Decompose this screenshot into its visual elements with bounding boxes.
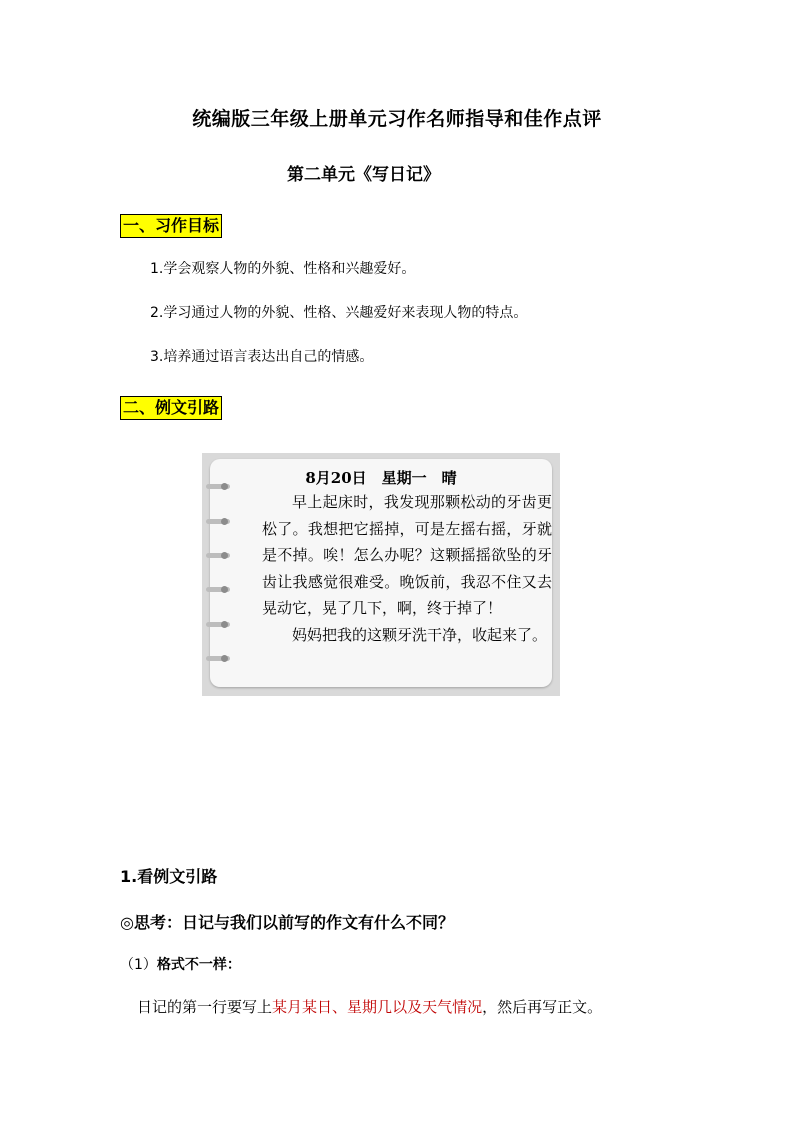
binder-ring-icon [206,656,230,661]
part-heading: 1.看例文引路 [120,867,218,886]
diary-paragraph: 早上起床时，我发现那颗松动的牙齿更松了。我想把它摇掉，可是左摇右摇，牙就是不掉。唉！怎么办呢？这颗摇摇欲坠的牙齿让我感觉很难受。晚饭前，我忍不住又去晃动它，晃了几下，啊，终于掉了！ [262,493,552,617]
document-title: 统编版三年级上册单元习作名师指导和佳作点评 [192,108,602,130]
section-heading-goals: 一、习作目标 [120,214,222,238]
point-heading [120,954,241,974]
goal-item: 1.学会观察人物的外貌、性格和兴趣爱好。 [150,261,416,277]
binder-ring-icon [206,587,230,592]
diary-date-line: 8月20日 星期一 晴 [305,469,457,487]
diary-body [262,489,552,648]
point-label: 格式不一样： [156,957,241,973]
text-run: 日记的第一行要写上 [137,998,273,1016]
point-number: （1） [120,957,157,973]
goal-item: 3.培养通过语言表达出自己的情感。 [150,349,374,365]
document-subtitle: 第二单元《写日记》 [287,165,440,185]
section-heading-example: 二、例文引路 [120,396,222,420]
diary-paragraph: 妈妈把我的这颗牙洗干净，收起来了。 [292,625,548,644]
question-line: ◎思考：日记与我们以前写的作文有什么不同？ [120,913,454,932]
binder-ring-icon [206,622,230,627]
highlight-weather: 天气情况 [422,998,483,1016]
text-run: 以及 [392,998,423,1016]
format-explanation [137,996,602,1017]
goal-item: 2.学习通过人物的外貌、性格、兴趣爱好来表现人物的特点。 [150,305,528,321]
text-run: 、 [332,998,348,1016]
binder-ring-icon [206,553,230,558]
text-run: ，然后再写正文。 [482,998,603,1016]
binder-ring-icon [206,519,230,524]
highlight-weekday: 星期几 [347,998,393,1016]
diary-image [202,453,560,696]
highlight-date: 某月某日 [272,998,333,1016]
